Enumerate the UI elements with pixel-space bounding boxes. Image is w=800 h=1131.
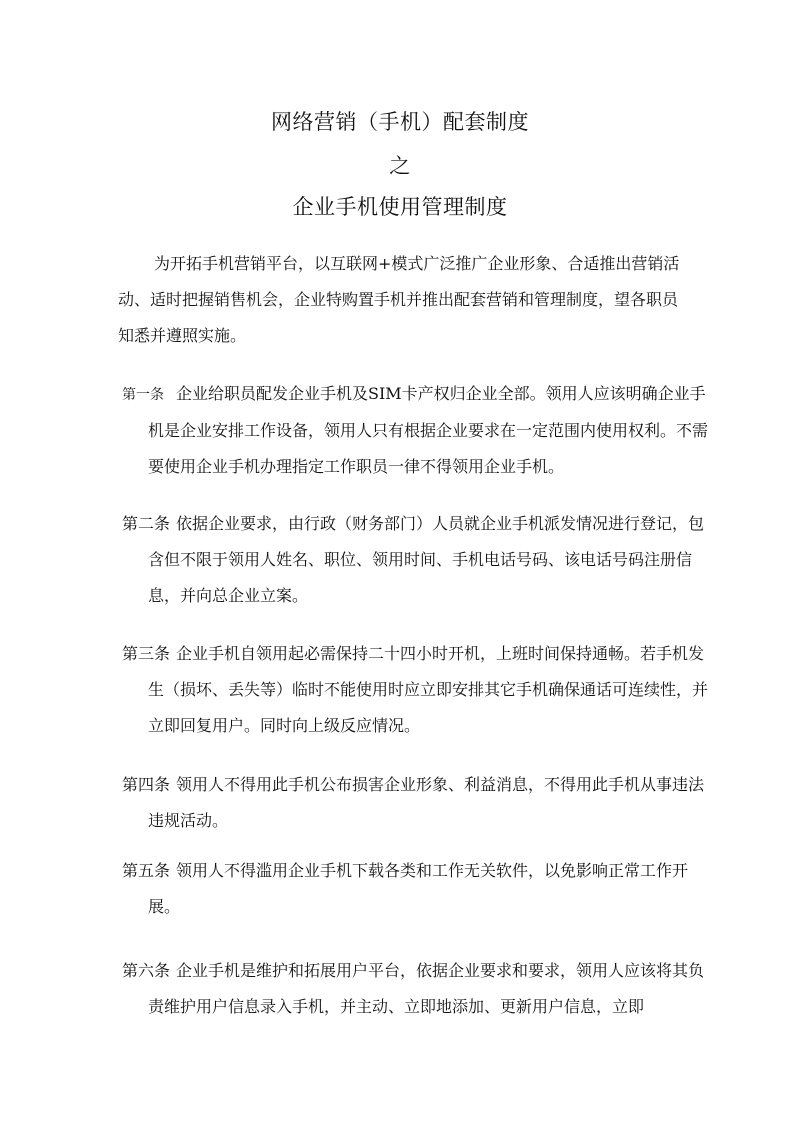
article-2-text: 依据企业要求，由行政（财务部门）人员就企业手机派发情况进行登记，包含但不限于领用人姓名、职位、领用时间、手机电话号码、该电话号码注册信息，并向总企业立案。 — [148, 514, 705, 605]
article-6-text: 企业手机是维护和拓展用户平台，依据企业要求和要求，领用人应该将其负责维护用户信息录入手机，并主动、立即地添加、更新用户信息，立即 — [148, 961, 705, 1016]
article-1 — [122, 376, 714, 485]
article-3 — [122, 636, 714, 744]
article-5 — [122, 853, 714, 925]
article-1-text: 企业给职员配发企业手机及SIM卡产权归企业全部。领用人应该明确企业手机是企业安排工作设备，领用人只有根据企业要求在一定范围内使用权利。不需要使用企业手机办理指定工作职员一律不得领用企业手机。 — [148, 384, 709, 476]
article-3-text: 企业手机自领用起必需保持二十四小时开机，上班时间保持通畅。若手机发生（损坏、丢失等）临时不能使用时应立即安排其它手机确保通话可连续性，并立即回复用户。同时向上级反应情况。 — [148, 644, 709, 735]
article-4 — [122, 767, 714, 839]
article-4-text: 领用人不得用此手机公布损害企业形象、利益消息，不得用此手机从事违法违规活动。 — [148, 775, 705, 830]
document-subtitle: 企业手机使用管理制度 — [292, 195, 508, 219]
article-6 — [122, 953, 714, 1025]
document-title: 网络营销（手机）配套制度 — [271, 110, 529, 134]
article-5-text: 领用人不得滥用企业手机下载各类和工作无关软件，以免影响正常工作开展。 — [148, 861, 689, 916]
article-2 — [122, 506, 714, 614]
title-connector: 之 — [389, 154, 411, 178]
article-4-number: 第四条 — [122, 775, 171, 794]
article-1-number: 第一条 — [122, 387, 164, 403]
article-6-number: 第六条 — [122, 961, 171, 980]
article-3-number: 第三条 — [122, 644, 171, 663]
intro-paragraph: 为开拓手机营销平台，以互联网+模式广泛推广企业形象、合适推出营销活动、适时把握销售机会，企业特购置手机并推出配套营销和管理制度，望各职员知悉并遵照实施。 — [118, 254, 680, 345]
article-5-number: 第五条 — [122, 861, 171, 880]
article-2-number: 第二条 — [122, 514, 171, 533]
